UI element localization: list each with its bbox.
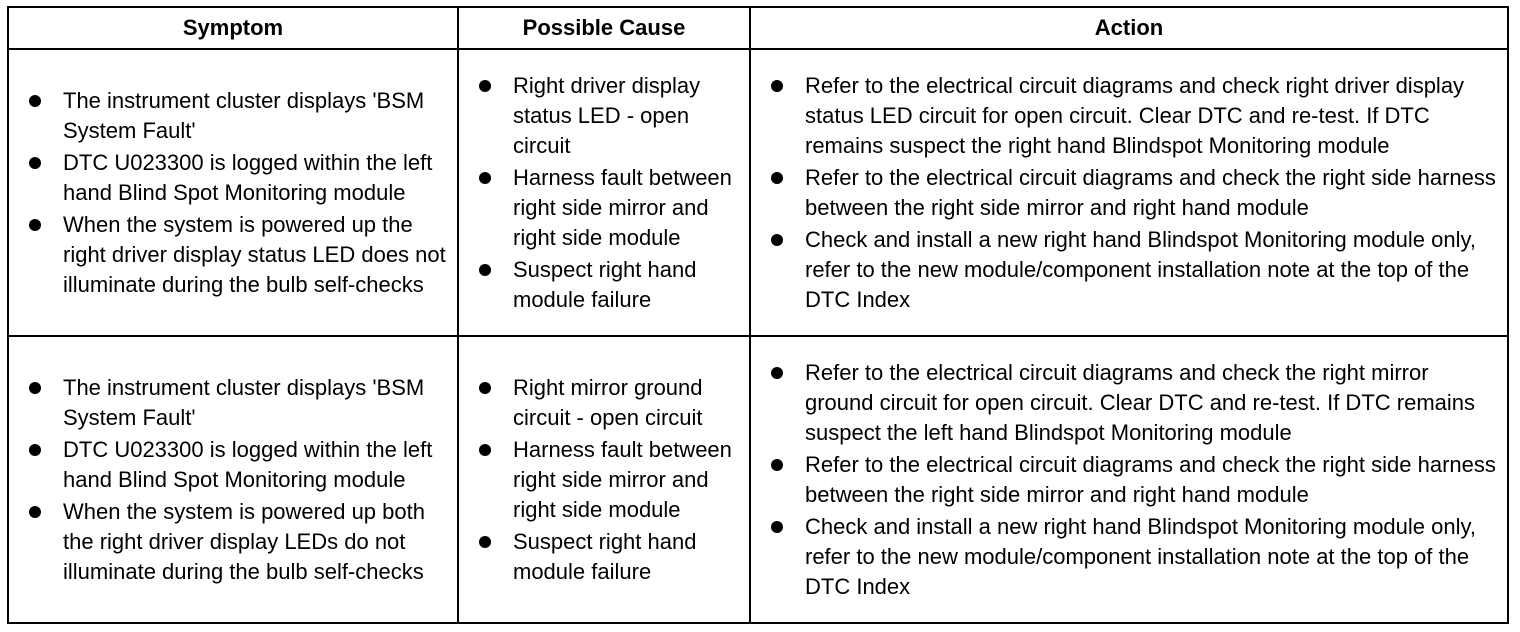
list-item — [29, 210, 447, 300]
cause-text: Right mirror ground circuit - open circuit — [513, 374, 703, 430]
bullet-icon — [29, 382, 41, 394]
bullet-icon — [771, 234, 783, 246]
cause-text: Suspect right hand module failure — [513, 256, 697, 312]
bullet-icon — [771, 521, 783, 533]
action-text: Check and install a new right hand Blindspot Monitoring module only, refer to the new module/component installation note at the top of the DTC Index — [805, 226, 1476, 312]
cause-cell — [458, 336, 750, 623]
header-symptom: Symptom — [8, 7, 458, 49]
list-item — [479, 255, 739, 315]
list-item — [771, 163, 1497, 223]
bullet-icon — [29, 219, 41, 231]
bullet-icon — [29, 444, 41, 456]
list-item — [771, 512, 1497, 602]
cause-text: Suspect right hand module failure — [513, 528, 697, 584]
table-row — [8, 336, 1508, 623]
action-text: Refer to the electrical circuit diagrams and check the right side harness between the right side mirror and right hand module — [805, 451, 1496, 507]
action-cell — [750, 336, 1508, 623]
list-item — [479, 435, 739, 525]
header-action: Action — [750, 7, 1508, 49]
list-item — [771, 225, 1497, 315]
list-item — [29, 148, 447, 208]
list-item — [771, 71, 1497, 161]
symptom-cell — [8, 336, 458, 623]
action-text: Refer to the electrical circuit diagrams and check the right side harness between the right side mirror and right hand module — [805, 164, 1496, 220]
symptom-text: DTC U023300 is logged within the left hand Blind Spot Monitoring module — [63, 436, 433, 492]
diagnostic-table — [7, 6, 1509, 624]
list-item — [479, 527, 739, 587]
symptom-text: When the system is powered up the right driver display status LED does not illuminate during the bulb self-checks — [63, 211, 446, 297]
symptom-text: The instrument cluster displays 'BSM System Fault' — [63, 87, 425, 143]
bullet-icon — [771, 459, 783, 471]
symptom-text: When the system is powered up both the right driver display LEDs do not illuminate during the bulb self-checks — [63, 498, 425, 584]
symptom-cell — [8, 49, 458, 336]
cause-list — [479, 71, 739, 315]
bullet-icon — [29, 95, 41, 107]
action-text: Check and install a new right hand Blindspot Monitoring module only, refer to the new module/component installation note at the top of the DTC Index — [805, 513, 1476, 599]
symptom-list — [29, 373, 447, 587]
cause-text: Harness fault between right side mirror and right side module — [513, 164, 732, 250]
cause-text: Right driver display status LED - open circuit — [513, 72, 701, 158]
list-item — [29, 435, 447, 495]
list-item — [479, 71, 739, 161]
action-cell — [750, 49, 1508, 336]
bullet-icon — [479, 382, 491, 394]
bullet-icon — [29, 506, 41, 518]
list-item — [29, 373, 447, 433]
bullet-icon — [771, 172, 783, 184]
bullet-icon — [479, 172, 491, 184]
action-text: Refer to the electrical circuit diagrams and check right driver display status LED circuit for open circuit. Clear DTC and re-test. If DTC remains suspect the right hand Blindspot Monitoring module — [805, 72, 1465, 158]
cause-cell — [458, 49, 750, 336]
cause-text: Harness fault between right side mirror and right side module — [513, 436, 732, 522]
action-list — [771, 71, 1497, 315]
cause-list — [479, 373, 739, 587]
list-item — [771, 450, 1497, 510]
bullet-icon — [479, 444, 491, 456]
list-item — [29, 86, 447, 146]
header-row — [8, 7, 1508, 49]
bullet-icon — [479, 264, 491, 276]
bullet-icon — [771, 80, 783, 92]
list-item — [771, 358, 1497, 448]
action-list — [771, 358, 1497, 602]
list-item — [29, 497, 447, 587]
symptom-text: DTC U023300 is logged within the left hand Blind Spot Monitoring module — [63, 149, 433, 205]
symptom-text: The instrument cluster displays 'BSM System Fault' — [63, 374, 425, 430]
list-item — [479, 373, 739, 433]
bullet-icon — [479, 80, 491, 92]
bullet-icon — [29, 157, 41, 169]
bullet-icon — [479, 536, 491, 548]
header-possible-cause: Possible Cause — [458, 7, 750, 49]
symptom-list — [29, 86, 447, 300]
list-item — [479, 163, 739, 253]
bullet-icon — [771, 367, 783, 379]
table-row — [8, 49, 1508, 336]
action-text: Refer to the electrical circuit diagrams and check the right mirror ground circuit for open circuit. Clear DTC and re-test. If DTC remains suspect the left hand Blindspot Monitoring module — [805, 359, 1476, 445]
